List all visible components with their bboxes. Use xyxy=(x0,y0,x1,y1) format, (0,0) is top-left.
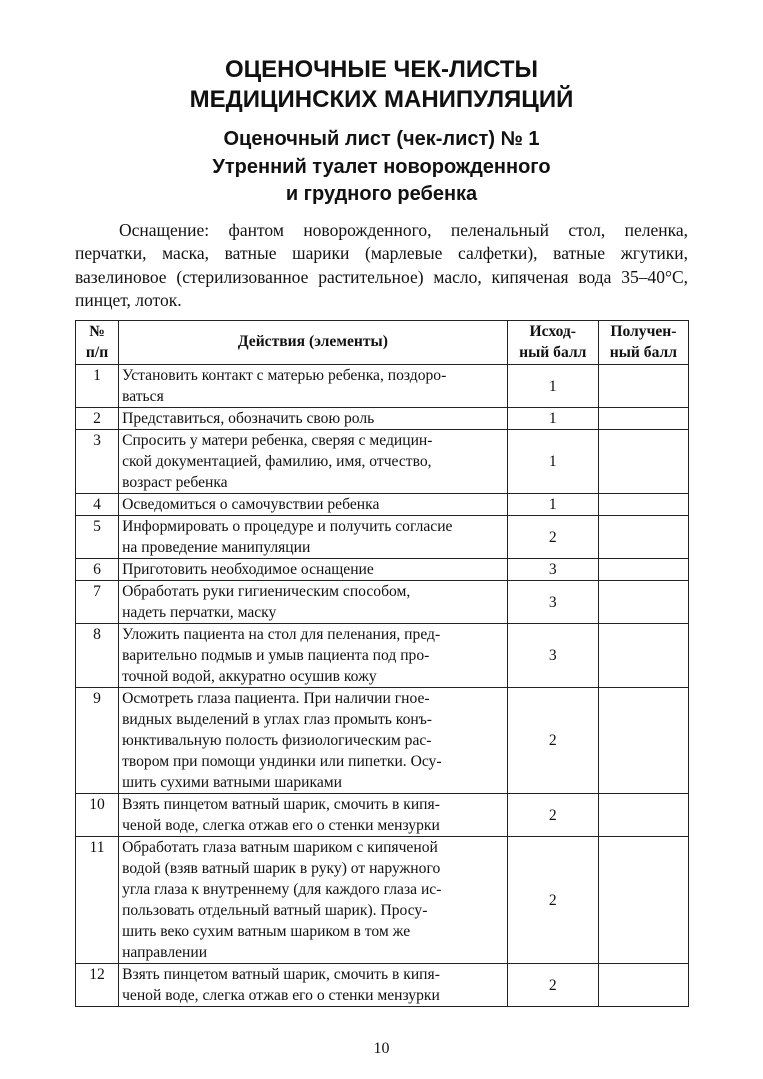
row-number: 8 xyxy=(76,624,119,688)
row-number: 2 xyxy=(76,408,119,430)
row-number: 6 xyxy=(76,559,119,581)
table-row xyxy=(76,794,689,837)
table-body xyxy=(76,365,689,1007)
table-row xyxy=(76,581,689,624)
row-initial-score: 3 xyxy=(507,559,598,581)
header-num: № п/п xyxy=(76,321,119,365)
table-row xyxy=(76,837,689,964)
row-number: 3 xyxy=(76,430,119,494)
table-header-row xyxy=(76,321,689,365)
equipment-paragraph: Оснащение: фантом новорожденного, пеленальный стол, пеленка, перчатки, маска, ватные шарики (марлевые салфетки), ватные жгутики, вазелиновое (стерилизованное растительное) масло, кипяченая вода 35–40°С, пинцет, лоток. xyxy=(75,220,688,310)
row-action: Обработать глаза ватным шариком с кипяченой водой (взяв ватный шарик в руку) от наружного угла глаза к внутреннему (для каждого глаза ис- пользовать отдельный ватный шарик). Просу- шить веко сухим ватным шариком в том же направлении xyxy=(119,837,508,964)
row-number: 4 xyxy=(76,494,119,516)
row-action: Взять пинцетом ватный шарик, смочить в кипя- ченой воде, слегка отжав его о стенки мензурки xyxy=(119,794,508,837)
table-row xyxy=(76,365,689,408)
row-number: 9 xyxy=(76,688,119,794)
row-action: Обработать руки гигиеническим способом, надеть перчатки, маску xyxy=(119,581,508,624)
checklist-subtitle: Оценочный лист (чек-лист) № 1 Утренний туалет новорожденного и грудного ребенка xyxy=(212,128,551,205)
row-received-score xyxy=(598,430,688,494)
header-action: Действия (элементы) xyxy=(119,321,508,365)
row-initial-score: 1 xyxy=(507,365,598,408)
row-received-score xyxy=(598,624,688,688)
row-initial-score: 1 xyxy=(507,494,598,516)
row-action: Представиться, обозначить свою роль xyxy=(119,408,508,430)
row-initial-score: 2 xyxy=(507,516,598,559)
row-action: Осведомиться о самочувствии ребенка xyxy=(119,494,508,516)
row-action: Спросить у матери ребенка, сверяя с медицин- ской документацией, фамилию, имя, отчество, возраст ребенка xyxy=(119,430,508,494)
row-received-score xyxy=(598,408,688,430)
row-action: Взять пинцетом ватный шарик, смочить в кипя- ченой воде, слегка отжав его о стенки мензурки xyxy=(119,964,508,1007)
header-received-score: Получен- ный балл xyxy=(598,321,688,365)
row-received-score xyxy=(598,964,688,1007)
table-row xyxy=(76,624,689,688)
header-initial-score: Исход- ный балл xyxy=(507,321,598,365)
row-action: Уложить пациента на стол для пеленания, пред- варительно подмыв и умыв пациента под про- точной водой, аккуратно осушив кожу xyxy=(119,624,508,688)
row-action: Установить контакт с матерью ребенка, поздоро- ваться xyxy=(119,365,508,408)
table-row xyxy=(76,964,689,1007)
row-number: 10 xyxy=(76,794,119,837)
row-number: 11 xyxy=(76,837,119,964)
row-received-score xyxy=(598,581,688,624)
row-number: 12 xyxy=(76,964,119,1007)
row-number: 7 xyxy=(76,581,119,624)
row-initial-score: 2 xyxy=(507,964,598,1007)
page-number: 10 xyxy=(373,1040,390,1057)
row-received-score xyxy=(598,365,688,408)
row-received-score xyxy=(598,794,688,837)
checklist-table xyxy=(75,320,689,1007)
row-action: Приготовить необходимое оснащение xyxy=(119,559,508,581)
row-received-score xyxy=(598,837,688,964)
row-number: 1 xyxy=(76,365,119,408)
row-received-score xyxy=(598,559,688,581)
row-initial-score: 2 xyxy=(507,688,598,794)
row-action: Информировать о процедуре и получить согласие на проведение манипуляции xyxy=(119,516,508,559)
row-initial-score: 3 xyxy=(507,581,598,624)
row-initial-score: 2 xyxy=(507,837,598,964)
row-initial-score: 1 xyxy=(507,408,598,430)
row-received-score xyxy=(598,494,688,516)
row-action: Осмотреть глаза пациента. При наличии гное- видных выделений в углах глаз промыть конъ- юнктивальную полость физиологическим рас- твором при помощи ундинки или пипетки. Осу- шить сухими ватными шариками xyxy=(119,688,508,794)
table-row xyxy=(76,688,689,794)
row-initial-score: 2 xyxy=(507,794,598,837)
table-row xyxy=(76,494,689,516)
row-initial-score: 3 xyxy=(507,624,598,688)
table-row xyxy=(76,559,689,581)
table-row xyxy=(76,516,689,559)
row-received-score xyxy=(598,516,688,559)
row-number: 5 xyxy=(76,516,119,559)
table-row xyxy=(76,430,689,494)
row-received-score xyxy=(598,688,688,794)
row-initial-score: 1 xyxy=(507,430,598,494)
page-title: ОЦЕНОЧНЫЕ ЧЕК-ЛИСТЫ МЕДИЦИНСКИХ МАНИПУЛЯЦИЙ xyxy=(189,56,574,113)
table-row xyxy=(76,408,689,430)
